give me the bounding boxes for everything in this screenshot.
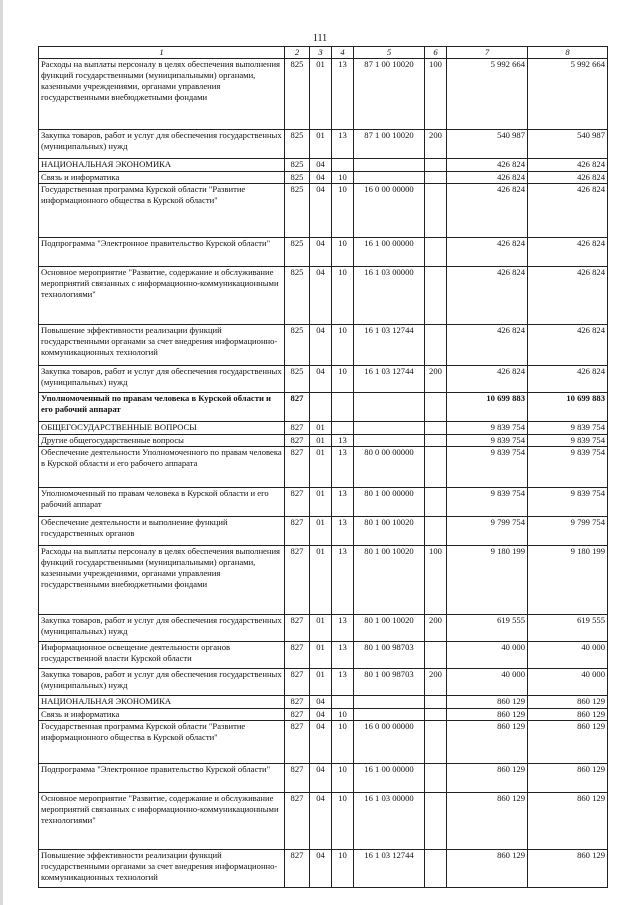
cell-subsection: 10	[332, 764, 354, 793]
cell-subsection: 13	[332, 615, 354, 642]
cell-section: 01	[310, 435, 332, 447]
cell-expense-type	[425, 435, 447, 447]
col-header-sum-1: 7	[447, 47, 528, 59]
cell-sum-year-1: 9 839 754	[447, 488, 528, 517]
cell-ministry-code: 827	[285, 447, 310, 488]
table-row	[39, 238, 608, 267]
cell-sum-year-2: 9 839 754	[528, 422, 608, 435]
cell-expense-type: 200	[425, 130, 447, 159]
cell-sum-year-2: 426 824	[528, 267, 608, 325]
cell-target-article: 80 1 00 10020	[354, 546, 425, 615]
cell-ministry-code: 827	[285, 393, 310, 422]
cell-subsection: 10	[332, 172, 354, 184]
cell-ministry-code: 827	[285, 721, 310, 764]
cell-section: 04	[310, 709, 332, 721]
cell-expense-type	[425, 764, 447, 793]
cell-name: Закупка товаров, работ и услуг для обеспечения государственных (муниципальных) нужд	[39, 615, 285, 642]
cell-subsection: 13	[332, 435, 354, 447]
cell-sum-year-2: 40 000	[528, 642, 608, 669]
cell-sum-year-1: 860 129	[447, 721, 528, 764]
cell-sum-year-2: 860 129	[528, 709, 608, 721]
cell-subsection: 10	[332, 793, 354, 850]
cell-section: 01	[310, 546, 332, 615]
cell-section: 04	[310, 850, 332, 888]
cell-target-article: 80 0 00 00000	[354, 447, 425, 488]
cell-subsection: 10	[332, 184, 354, 238]
cell-expense-type	[425, 238, 447, 267]
cell-sum-year-1: 860 129	[447, 696, 528, 709]
cell-section: 04	[310, 159, 332, 172]
cell-subsection: 10	[332, 850, 354, 888]
cell-subsection: 10	[332, 721, 354, 764]
cell-sum-year-2: 9 839 754	[528, 447, 608, 488]
cell-target-article	[354, 422, 425, 435]
cell-sum-year-1: 426 824	[447, 172, 528, 184]
cell-sum-year-2: 9 180 199	[528, 546, 608, 615]
table-row	[39, 447, 608, 488]
cell-name: Расходы на выплаты персоналу в целях обеспечения выполнения функций государственными (муниципальными) органами, казенными учреждениями, органами управления государственными внебюджетными фондами	[39, 546, 285, 615]
cell-target-article: 16 1 00 00000	[354, 764, 425, 793]
cell-target-article: 16 0 00 00000	[354, 721, 425, 764]
cell-name: Информационное освещение деятельности органов государственной власти Курской области	[39, 642, 285, 669]
cell-sum-year-2: 5 992 664	[528, 59, 608, 130]
cell-ministry-code: 827	[285, 488, 310, 517]
table-row	[39, 721, 608, 764]
cell-sum-year-2: 40 000	[528, 669, 608, 696]
cell-subsection: 13	[332, 488, 354, 517]
cell-subsection: 13	[332, 59, 354, 130]
page-number: 111	[312, 33, 328, 44]
cell-sum-year-1: 10 699 883	[447, 393, 528, 422]
cell-target-article: 87 1 00 10020	[354, 130, 425, 159]
cell-name: Уполномоченный по правам человека в Курской области и его рабочий аппарат	[39, 488, 285, 517]
table-body	[39, 59, 608, 888]
cell-ministry-code: 827	[285, 435, 310, 447]
cell-sum-year-1: 426 824	[447, 184, 528, 238]
cell-expense-type	[425, 850, 447, 888]
cell-sum-year-1: 860 129	[447, 764, 528, 793]
cell-name: Связь и информатика	[39, 709, 285, 721]
cell-sum-year-1: 5 992 664	[447, 59, 528, 130]
cell-ministry-code: 827	[285, 422, 310, 435]
col-header-ved: 2	[285, 47, 310, 59]
cell-section: 04	[310, 267, 332, 325]
cell-subsection: 10	[332, 325, 354, 366]
cell-subsection: 13	[332, 517, 354, 546]
cell-ministry-code: 827	[285, 615, 310, 642]
cell-target-article: 87 1 00 10020	[354, 59, 425, 130]
cell-expense-type: 100	[425, 59, 447, 130]
table-row	[39, 642, 608, 669]
cell-expense-type	[425, 325, 447, 366]
cell-section: 04	[310, 172, 332, 184]
cell-sum-year-1: 9 799 754	[447, 517, 528, 546]
cell-sum-year-1: 426 824	[447, 267, 528, 325]
cell-subsection: 10	[332, 238, 354, 267]
cell-section: 04	[310, 325, 332, 366]
cell-target-article: 80 1 00 00000	[354, 488, 425, 517]
cell-target-article: 80 1 00 98703	[354, 669, 425, 696]
cell-sum-year-1: 9 180 199	[447, 546, 528, 615]
cell-subsection: 10	[332, 267, 354, 325]
cell-sum-year-1: 426 824	[447, 325, 528, 366]
cell-section: 01	[310, 130, 332, 159]
cell-expense-type: 100	[425, 546, 447, 615]
cell-expense-type	[425, 721, 447, 764]
cell-target-article: 16 0 00 00000	[354, 184, 425, 238]
cell-subsection: 13	[332, 642, 354, 669]
cell-expense-type	[425, 267, 447, 325]
cell-ministry-code: 827	[285, 709, 310, 721]
cell-name: НАЦИОНАЛЬНАЯ ЭКОНОМИКА	[39, 159, 285, 172]
cell-name: Связь и информатика	[39, 172, 285, 184]
table-row	[39, 184, 608, 238]
table-row	[39, 59, 608, 130]
cell-section: 04	[310, 793, 332, 850]
cell-sum-year-1: 860 129	[447, 709, 528, 721]
cell-sum-year-1: 540 987	[447, 130, 528, 159]
cell-target-article	[354, 159, 425, 172]
cell-section: 04	[310, 721, 332, 764]
cell-ministry-code: 827	[285, 850, 310, 888]
cell-sum-year-2: 426 824	[528, 184, 608, 238]
cell-section: 01	[310, 422, 332, 435]
cell-subsection: 10	[332, 366, 354, 393]
cell-expense-type	[425, 447, 447, 488]
col-header-csr: 5	[354, 47, 425, 59]
cell-sum-year-2: 860 129	[528, 764, 608, 793]
cell-expense-type	[425, 488, 447, 517]
cell-sum-year-2: 860 129	[528, 850, 608, 888]
cell-ministry-code: 825	[285, 267, 310, 325]
cell-target-article: 80 1 00 10020	[354, 517, 425, 546]
cell-ministry-code: 825	[285, 325, 310, 366]
cell-name: Повышение эффективности реализации функций государственными органами за счет внедрения информационно-коммуникационных технологий	[39, 325, 285, 366]
cell-ministry-code: 827	[285, 793, 310, 850]
cell-ministry-code: 825	[285, 366, 310, 393]
cell-sum-year-2: 860 129	[528, 721, 608, 764]
cell-sum-year-2: 426 824	[528, 159, 608, 172]
cell-ministry-code: 825	[285, 159, 310, 172]
cell-ministry-code: 825	[285, 172, 310, 184]
cell-ministry-code: 827	[285, 696, 310, 709]
table-row	[39, 764, 608, 793]
cell-name: Повышение эффективности реализации функций государственными органами за счет внедрения информационно-коммуникационных технологий	[39, 850, 285, 888]
cell-sum-year-1: 860 129	[447, 793, 528, 850]
cell-name: Государственная программа Курской области "Развитие информационного общества в Курской области"	[39, 184, 285, 238]
table-row	[39, 546, 608, 615]
cell-name: НАЦИОНАЛЬНАЯ ЭКОНОМИКА	[39, 696, 285, 709]
cell-expense-type	[425, 184, 447, 238]
cell-sum-year-2: 860 129	[528, 696, 608, 709]
cell-name: ОБЩЕГОСУДАРСТВЕННЫЕ ВОПРОСЫ	[39, 422, 285, 435]
cell-expense-type	[425, 793, 447, 850]
table-row	[39, 615, 608, 642]
table-row	[39, 172, 608, 184]
cell-name: Другие общегосударственные вопросы	[39, 435, 285, 447]
cell-sum-year-2: 426 824	[528, 366, 608, 393]
cell-sum-year-1: 860 129	[447, 850, 528, 888]
cell-ministry-code: 827	[285, 546, 310, 615]
cell-section: 01	[310, 488, 332, 517]
cell-ministry-code: 827	[285, 642, 310, 669]
cell-name: Закупка товаров, работ и услуг для обеспечения государственных (муниципальных) нужд	[39, 130, 285, 159]
cell-target-article: 16 1 00 00000	[354, 238, 425, 267]
budget-table	[38, 46, 608, 888]
cell-sum-year-1: 426 824	[447, 238, 528, 267]
cell-section	[310, 393, 332, 422]
table-row	[39, 422, 608, 435]
cell-name: Основное мероприятие "Развитие, содержание и обслуживание мероприятий связанных с информационно-коммуникационными технологиями"	[39, 793, 285, 850]
cell-ministry-code: 825	[285, 184, 310, 238]
cell-sum-year-2: 426 824	[528, 238, 608, 267]
cell-section: 01	[310, 642, 332, 669]
cell-section: 01	[310, 517, 332, 546]
cell-target-article: 16 1 03 12744	[354, 366, 425, 393]
cell-target-article	[354, 696, 425, 709]
cell-sum-year-1: 9 839 754	[447, 435, 528, 447]
table-row	[39, 696, 608, 709]
cell-subsection: 10	[332, 709, 354, 721]
cell-target-article	[354, 393, 425, 422]
table-row	[39, 325, 608, 366]
cell-subsection: 13	[332, 546, 354, 615]
table-row	[39, 435, 608, 447]
cell-sum-year-1: 9 839 754	[447, 447, 528, 488]
cell-section: 01	[310, 669, 332, 696]
cell-expense-type: 200	[425, 615, 447, 642]
cell-sum-year-2: 860 129	[528, 793, 608, 850]
scan-edge	[0, 0, 3, 905]
cell-target-article	[354, 435, 425, 447]
cell-name: Подпрограмма "Электронное правительство Курской области"	[39, 764, 285, 793]
cell-section: 04	[310, 238, 332, 267]
table-row	[39, 393, 608, 422]
cell-sum-year-2: 540 987	[528, 130, 608, 159]
cell-subsection: 13	[332, 130, 354, 159]
cell-expense-type	[425, 517, 447, 546]
cell-subsection	[332, 159, 354, 172]
cell-name: Уполномоченный по правам человека в Курской области и его рабочий аппарат	[39, 393, 285, 422]
cell-target-article: 80 1 00 10020	[354, 615, 425, 642]
cell-target-article: 16 1 03 00000	[354, 267, 425, 325]
cell-ministry-code: 827	[285, 517, 310, 546]
cell-subsection	[332, 393, 354, 422]
cell-sum-year-2: 9 799 754	[528, 517, 608, 546]
cell-name: Закупка товаров, работ и услуг для обеспечения государственных (муниципальных) нужд	[39, 366, 285, 393]
cell-name: Закупка товаров, работ и услуг для обеспечения государственных (муниципальных) нужд	[39, 669, 285, 696]
table-row	[39, 488, 608, 517]
col-header-pr: 4	[332, 47, 354, 59]
cell-sum-year-1: 426 824	[447, 366, 528, 393]
cell-ministry-code: 825	[285, 130, 310, 159]
cell-name: Обеспечение деятельности Уполномоченного по правам человека в Курской области и его рабочего аппарата	[39, 447, 285, 488]
cell-expense-type	[425, 159, 447, 172]
cell-name: Основное мероприятие "Развитие, содержание и обслуживание мероприятий связанных с информационно-коммуникационными технологиями"	[39, 267, 285, 325]
cell-expense-type: 200	[425, 366, 447, 393]
cell-name: Подпрограмма "Электронное правительство Курской области"	[39, 238, 285, 267]
cell-sum-year-1: 9 839 754	[447, 422, 528, 435]
cell-target-article: 16 1 03 12744	[354, 325, 425, 366]
cell-sum-year-1: 40 000	[447, 642, 528, 669]
cell-section: 04	[310, 764, 332, 793]
table-row	[39, 517, 608, 546]
cell-sum-year-1: 426 824	[447, 159, 528, 172]
cell-expense-type	[425, 393, 447, 422]
cell-section: 01	[310, 447, 332, 488]
table-row	[39, 850, 608, 888]
cell-sum-year-2: 9 839 754	[528, 435, 608, 447]
cell-name: Расходы на выплаты персоналу в целях обеспечения выполнения функций государственными (муниципальными) органами, казенными учреждениями, органами управления государственными внебюджетными фондами	[39, 59, 285, 130]
cell-sum-year-2: 426 824	[528, 172, 608, 184]
cell-expense-type	[425, 709, 447, 721]
col-header-rz: 3	[310, 47, 332, 59]
cell-sum-year-2: 619 555	[528, 615, 608, 642]
cell-sum-year-2: 426 824	[528, 325, 608, 366]
cell-expense-type	[425, 642, 447, 669]
cell-sum-year-1: 40 000	[447, 669, 528, 696]
cell-section: 04	[310, 366, 332, 393]
cell-sum-year-2: 10 699 883	[528, 393, 608, 422]
cell-sum-year-2: 9 839 754	[528, 488, 608, 517]
cell-subsection	[332, 422, 354, 435]
col-header-name: 1	[39, 47, 285, 59]
cell-ministry-code: 827	[285, 764, 310, 793]
cell-ministry-code: 825	[285, 238, 310, 267]
cell-expense-type	[425, 696, 447, 709]
table-row	[39, 267, 608, 325]
table-row	[39, 366, 608, 393]
cell-target-article: 16 1 03 12744	[354, 850, 425, 888]
cell-subsection	[332, 696, 354, 709]
header-row	[39, 47, 608, 59]
table-row	[39, 709, 608, 721]
cell-expense-type: 200	[425, 669, 447, 696]
cell-subsection: 13	[332, 669, 354, 696]
cell-expense-type	[425, 172, 447, 184]
col-header-sum-2: 8	[528, 47, 608, 59]
table-row	[39, 159, 608, 172]
cell-ministry-code: 827	[285, 669, 310, 696]
col-header-vr: 6	[425, 47, 447, 59]
cell-section: 01	[310, 615, 332, 642]
cell-ministry-code: 825	[285, 59, 310, 130]
cell-name: Обеспечение деятельности и выполнение функций государственных органов	[39, 517, 285, 546]
cell-target-article: 16 1 03 00000	[354, 793, 425, 850]
cell-subsection: 13	[332, 447, 354, 488]
table-row	[39, 130, 608, 159]
cell-target-article: 80 1 00 98703	[354, 642, 425, 669]
cell-section: 04	[310, 696, 332, 709]
table-row	[39, 669, 608, 696]
cell-sum-year-1: 619 555	[447, 615, 528, 642]
cell-target-article	[354, 709, 425, 721]
cell-name: Государственная программа Курской области "Развитие информационного общества в Курской области"	[39, 721, 285, 764]
cell-expense-type	[425, 422, 447, 435]
table-row	[39, 793, 608, 850]
cell-section: 01	[310, 59, 332, 130]
cell-target-article	[354, 172, 425, 184]
cell-section: 04	[310, 184, 332, 238]
